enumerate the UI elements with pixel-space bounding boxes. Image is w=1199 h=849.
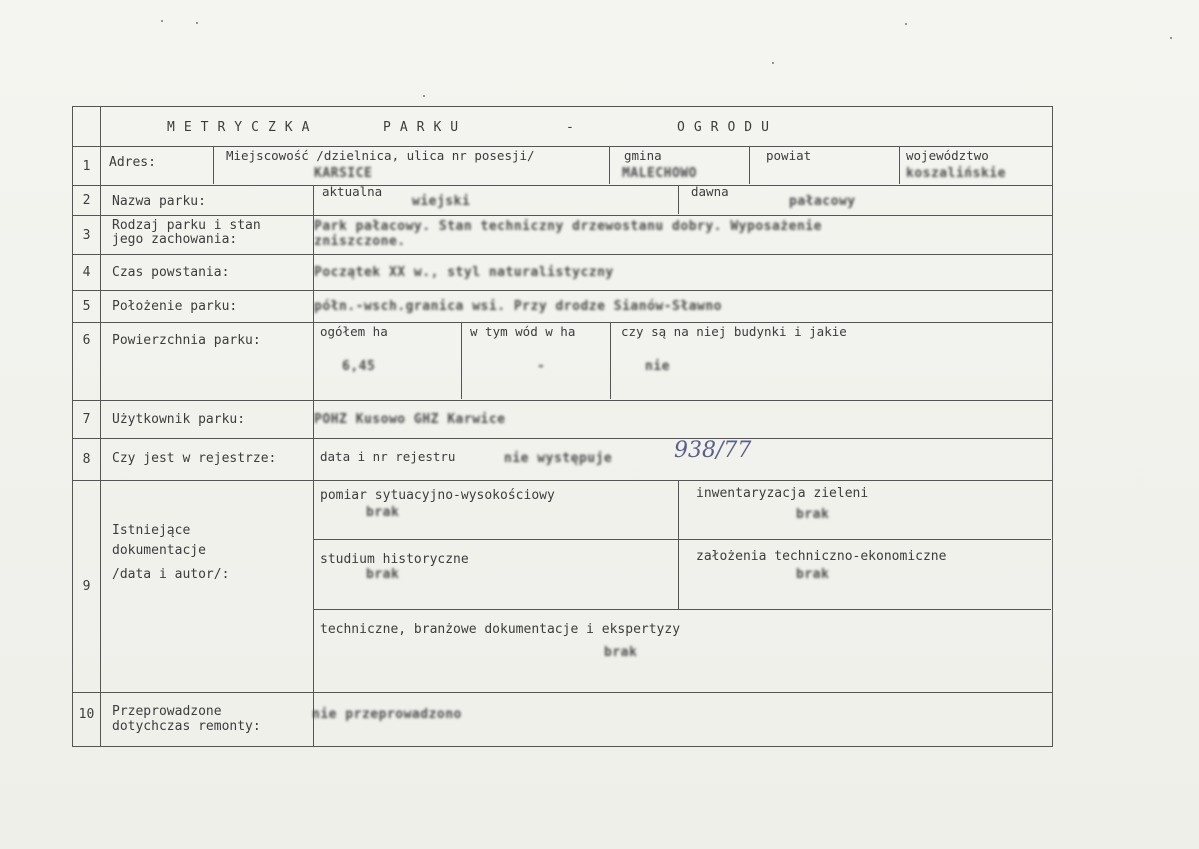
repairs-label xyxy=(101,693,314,747)
paper-speck xyxy=(196,22,198,24)
title-parku: PARKU xyxy=(383,120,468,135)
park-type-value xyxy=(314,216,1053,255)
survey-caption: pomiar sytuacyjno-wysokościowy xyxy=(320,488,555,503)
register-caption: data i nr rejestru xyxy=(320,449,456,464)
corner-cell xyxy=(73,107,101,147)
survey-value: brak xyxy=(366,505,400,520)
location-value-text: półn.-wsch.granica wsi. Przy drodze Sianów-Sławno xyxy=(314,299,723,314)
park-type-value-line2: zniszczone. xyxy=(314,234,406,249)
handwritten-register-number: 938/77 xyxy=(674,438,752,463)
park-type-label-line1: Rodzaj parku i stan xyxy=(112,218,261,233)
park-name-values xyxy=(314,186,1053,216)
documentation-label-line2: dokumentacje xyxy=(112,543,206,558)
buildings-cell xyxy=(610,323,1051,399)
user-value xyxy=(314,401,1053,439)
title-ogrodu: OGRODU xyxy=(677,120,778,135)
tech-econ-value: brak xyxy=(796,567,830,582)
commune-cell xyxy=(609,147,749,184)
founding-value-text: Początek XX w., styl naturalistyczny xyxy=(314,265,614,280)
former-name-value: pałacowy xyxy=(789,194,856,209)
park-record-form xyxy=(72,106,1053,747)
address-label-cell xyxy=(101,147,213,184)
paper-speck xyxy=(1170,37,1172,39)
current-name-caption: aktualna xyxy=(322,184,383,199)
tech-econ-caption: założenia techniczno-ekonomiczne xyxy=(696,549,947,564)
area-total-value: 6,45 xyxy=(342,359,376,374)
paper-speck xyxy=(423,95,425,97)
commune-value: MALECHOWO xyxy=(622,166,697,181)
location-label-text: Położenie parku: xyxy=(112,299,238,314)
row-number: 9 xyxy=(73,481,101,693)
location-label xyxy=(101,291,314,323)
park-type-label xyxy=(101,216,314,255)
doc-divider xyxy=(314,539,1051,540)
current-name-cell xyxy=(314,186,678,214)
inventory-value: brak xyxy=(796,507,830,522)
address-label: Adres: xyxy=(109,155,156,170)
row-number: 6 xyxy=(73,323,101,401)
repairs-value-text: nie przeprowadzono xyxy=(312,707,462,722)
locality-caption: Miejscowość /dzielnica, ulica nr posesji/ xyxy=(226,148,535,163)
founding-label xyxy=(101,255,314,291)
row-number: 5 xyxy=(73,291,101,323)
locality-value: KARSICE xyxy=(314,166,373,181)
documentation-values xyxy=(314,481,1053,693)
register-label xyxy=(101,439,314,481)
documentation-label-line1: Istniejące xyxy=(112,523,191,538)
buildings-caption: czy są na niej budynki i jakie xyxy=(621,324,847,339)
user-value-text: POHZ Kusowo GHZ Karwice xyxy=(314,412,506,427)
founding-value xyxy=(314,255,1053,291)
area-total-cell xyxy=(314,323,461,399)
history-value: brak xyxy=(366,567,400,582)
locality-cell xyxy=(213,147,609,184)
documentation-label xyxy=(101,481,314,693)
district-cell xyxy=(749,147,899,184)
district-caption: powiat xyxy=(766,148,812,163)
location-value xyxy=(314,291,1053,323)
area-total-caption: ogółem ha xyxy=(320,324,388,339)
water-area-value: - xyxy=(537,359,546,374)
address-row xyxy=(101,147,1053,186)
paper-speck xyxy=(161,20,163,22)
area-values xyxy=(314,323,1053,401)
register-label-text: Czy jest w rejestrze: xyxy=(112,451,277,466)
buildings-value: nie xyxy=(645,359,670,374)
park-type-label-line2: jego zachowania: xyxy=(112,232,238,247)
row-number: 8 xyxy=(73,439,101,481)
water-area-cell xyxy=(461,323,610,399)
former-name-caption: dawna xyxy=(691,184,729,199)
commune-caption: gmina xyxy=(624,148,662,163)
park-name-label-text: Nazwa parku: xyxy=(112,194,206,209)
form-title xyxy=(101,107,1053,147)
voivodeship-cell xyxy=(899,147,1041,184)
repairs-label-line2: dotychczas remonty: xyxy=(112,719,261,734)
park-name-label xyxy=(101,186,314,216)
voivodeship-caption: województwo xyxy=(906,148,989,163)
tech-docs-value: brak xyxy=(604,645,638,660)
register-value-text: nie występuje xyxy=(504,451,613,466)
row-number: 7 xyxy=(73,401,101,439)
voivodeship-value: koszalińskie xyxy=(906,166,1006,181)
repairs-label-line1: Przeprowadzone xyxy=(112,704,222,719)
tech-docs-caption: techniczne, branżowe dokumentacje i ekspertyzy xyxy=(320,622,681,637)
area-label xyxy=(101,323,314,401)
founding-label-text: Czas powstania: xyxy=(112,265,230,280)
history-caption: studium historyczne xyxy=(320,552,469,567)
row-number: 10 xyxy=(73,693,101,747)
inventory-caption: inwentaryzacja zieleni xyxy=(696,486,869,501)
water-area-caption: w tym wód w ha xyxy=(470,324,576,339)
user-label xyxy=(101,401,314,439)
title-dash: - xyxy=(566,120,574,135)
register-value xyxy=(314,439,1053,481)
row-number: 4 xyxy=(73,255,101,291)
paper-speck xyxy=(905,23,907,25)
former-name-cell xyxy=(678,186,1051,214)
user-label-text: Użytkownik parku: xyxy=(112,412,246,427)
doc-divider xyxy=(678,481,679,610)
repairs-value xyxy=(314,693,1053,747)
paper-speck xyxy=(772,62,774,64)
doc-divider xyxy=(314,609,1051,610)
current-name-value: wiejski xyxy=(412,194,471,209)
row-number: 1 xyxy=(73,147,101,186)
area-label-text: Powierzchnia parku: xyxy=(112,333,261,348)
park-type-value-line1: Park pałacowy. Stan techniczny drzewostanu dobry. Wyposażenie xyxy=(314,219,822,234)
documentation-label-line3: /data i autor/: xyxy=(112,567,230,582)
row-number: 3 xyxy=(73,216,101,255)
title-metryczka: METRYCZKA xyxy=(167,120,319,135)
row-number: 2 xyxy=(73,186,101,216)
